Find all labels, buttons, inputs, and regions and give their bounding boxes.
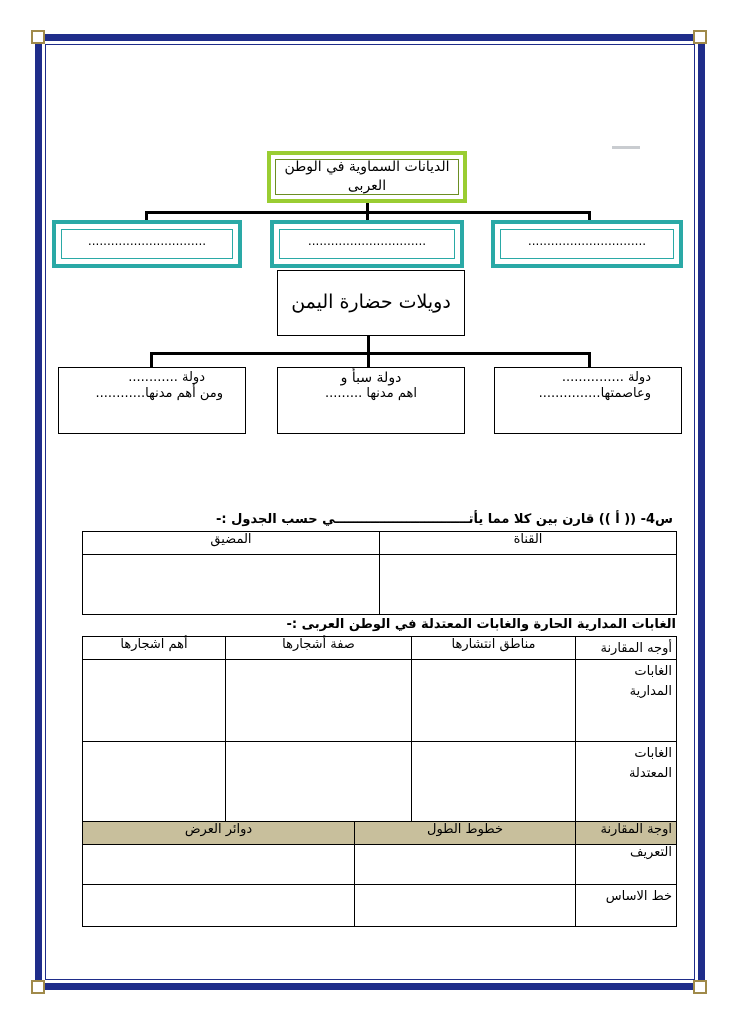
- forests-heading: الغابات المدارية الحارة والغابات المعتدلة في الوطن العربى :-: [286, 617, 676, 632]
- row-label: التعريف: [576, 845, 677, 885]
- state-line: وعاصمتها...............: [538, 386, 651, 401]
- religion-blank-box: [270, 220, 464, 268]
- row-label-line: المعتدلة: [628, 766, 672, 781]
- column-header: أهم اشجارها: [83, 637, 226, 660]
- row-label: [576, 742, 677, 822]
- decorative-mark: [612, 146, 640, 149]
- state-line: اهم مدنها .........: [325, 386, 417, 401]
- state-line: دولة سبأ و: [340, 370, 402, 386]
- corner-ornament: [31, 30, 45, 44]
- row-label: خط الاساس: [576, 885, 677, 927]
- yemen-top-box: [277, 270, 465, 336]
- column-header: أوجه المقارنة: [576, 637, 677, 660]
- row-label-line: الغابات: [634, 664, 672, 679]
- row-label: [576, 660, 677, 742]
- corner-ornament: [693, 30, 707, 44]
- state-box-middle: [277, 367, 465, 434]
- connector-line: [367, 352, 370, 368]
- lines-table: [82, 821, 677, 927]
- answer-cell[interactable]: [412, 742, 576, 822]
- state-line: ومن أهم مدنها............: [95, 386, 223, 401]
- connector-line: [150, 352, 591, 355]
- column-header: مناطق انتشارها: [412, 637, 576, 660]
- answer-cell[interactable]: [83, 885, 355, 927]
- column-header: المضيق: [83, 532, 380, 555]
- answer-cell[interactable]: [83, 660, 226, 742]
- state-line: دولة ...............: [561, 370, 651, 385]
- religions-title: الديانات السماوية في الوطن العربى: [284, 159, 450, 194]
- column-header: دوائر العرض: [83, 822, 355, 845]
- blank-dots: ...............................: [307, 234, 427, 248]
- religion-blank-box: [491, 220, 683, 268]
- answer-cell[interactable]: [355, 885, 576, 927]
- answer-cell[interactable]: [355, 845, 576, 885]
- answer-cell[interactable]: [83, 555, 380, 615]
- column-header: القناة: [380, 532, 677, 555]
- forests-table: [82, 636, 677, 822]
- connector-line: [150, 352, 153, 368]
- answer-cell[interactable]: [380, 555, 677, 615]
- column-header: صفة أشجارها: [226, 637, 412, 660]
- answer-cell[interactable]: [226, 742, 412, 822]
- blank-dots: ...............................: [87, 234, 207, 248]
- state-line: دولة ............: [128, 370, 205, 385]
- religions-top-box: [267, 151, 467, 203]
- answer-cell[interactable]: [83, 742, 226, 822]
- row-label-line: المدارية: [629, 684, 672, 699]
- corner-ornament: [31, 980, 45, 994]
- answer-cell[interactable]: [83, 845, 355, 885]
- connector-line: [588, 352, 591, 368]
- row-label-line: الغابات: [634, 746, 672, 761]
- column-header: اوجة المقارنة: [576, 822, 677, 845]
- blank-dots: ...............................: [527, 234, 647, 248]
- state-box-right: [494, 367, 682, 434]
- answer-cell[interactable]: [412, 660, 576, 742]
- column-header: خطوط الطول: [355, 822, 576, 845]
- question-heading: س4- (( أ )) قارن بين كلا مما يأتــــــــــــــــــــــــــــــي حسب الجدول :-: [216, 512, 673, 527]
- answer-cell[interactable]: [226, 660, 412, 742]
- canal-strait-table: [82, 531, 677, 615]
- corner-ornament: [693, 980, 707, 994]
- yemen-title: دويلات حضارة اليمن: [291, 291, 451, 313]
- state-box-left: [58, 367, 246, 434]
- religion-blank-box: [52, 220, 242, 268]
